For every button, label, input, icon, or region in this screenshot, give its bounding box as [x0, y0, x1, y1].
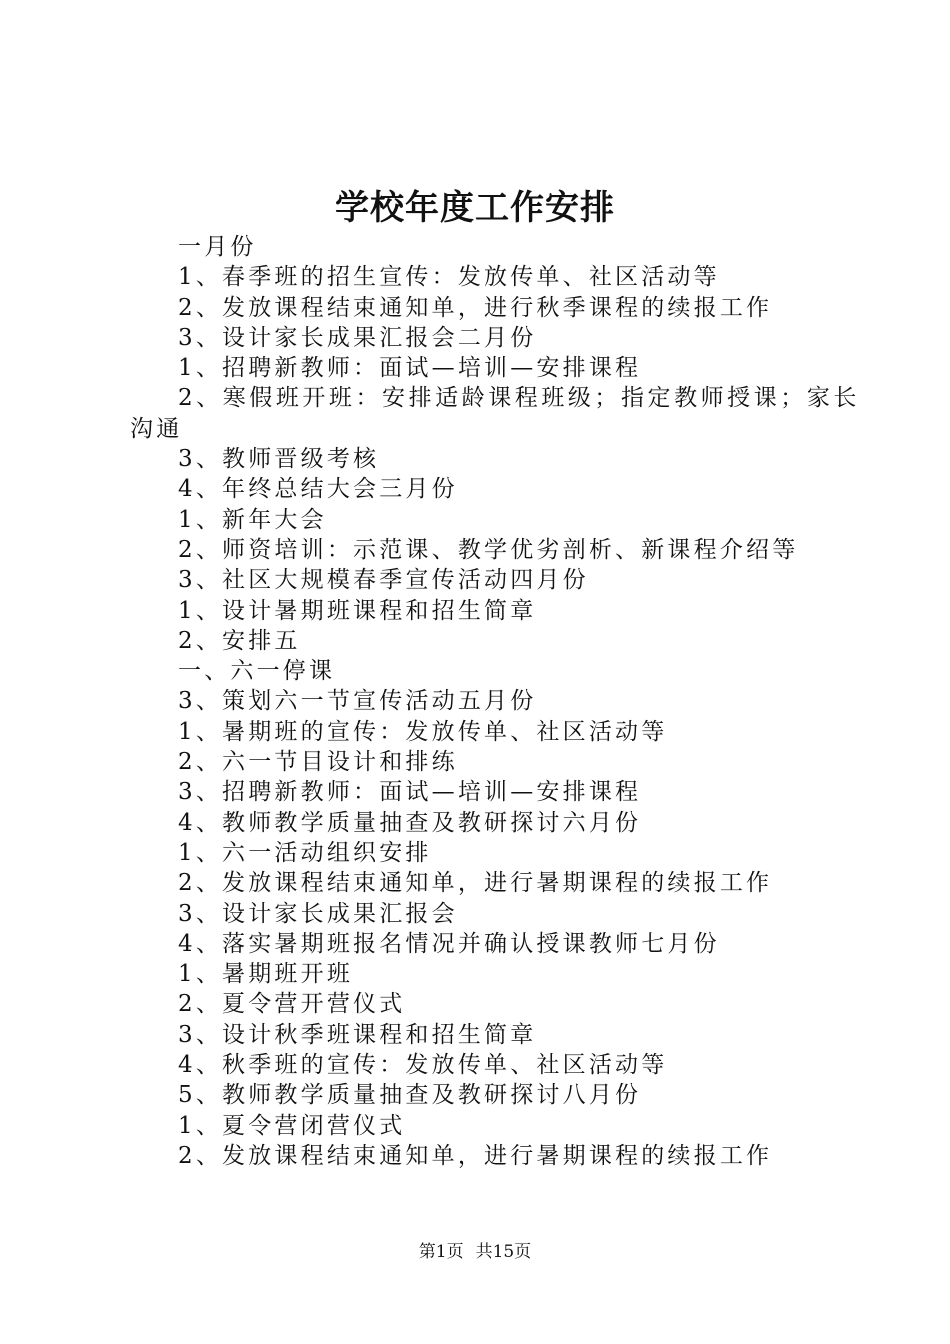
body-line: 4、年终总结大会三月份 [178, 476, 458, 503]
body-line: 3、招聘新教师：面试—培训—安排课程 [178, 779, 642, 806]
body-line: 3、设计家长成果汇报会二月份 [178, 324, 537, 351]
body-line: 2、六一节目设计和排练 [178, 749, 458, 776]
body-line: 2、发放课程结束通知单，进行秋季课程的续报工作 [178, 294, 773, 321]
body-line: 4、教师教学质量抽查及教研探讨六月份 [178, 809, 642, 836]
body-line: 4、落实暑期班报名情况并确认授课教师七月份 [178, 930, 720, 957]
body-line: 2、发放课程结束通知单，进行暑期课程的续报工作 [178, 1142, 773, 1169]
month-heading-january: 一月份 [178, 234, 257, 260]
body-line: 一、六一停课 [178, 658, 336, 685]
body-line: 1、暑期班的宣传：发放传单、社区活动等 [178, 718, 668, 745]
page-footer [0, 1240, 950, 1264]
body-line: 1、新年大会 [178, 506, 327, 533]
body-line: 1、招聘新教师：面试—培训—安排课程 [178, 355, 642, 382]
body-line: 1、暑期班开班 [178, 961, 354, 988]
body-line: 2、师资培训：示范课、教学优劣剖析、新课程介绍等 [178, 536, 799, 563]
body-line: 2、夏令营开营仪式 [178, 991, 406, 1018]
body-line: 1、六一活动组织安排 [178, 839, 432, 866]
body-line: 3、设计秋季班课程和招生简章 [178, 1021, 537, 1048]
document-body [130, 232, 860, 1171]
body-line: 3、社区大规模春季宣传活动四月份 [178, 567, 589, 594]
body-line: 5、教师教学质量抽查及教研探讨八月份 [178, 1082, 642, 1109]
body-line: 3、教师晋级考核 [178, 446, 380, 473]
body-line: 4、秋季班的宣传：发放传单、社区活动等 [178, 1052, 668, 1079]
document-title: 学校年度工作安排 [335, 188, 615, 228]
body-line: 3、设计家长成果汇报会 [178, 900, 458, 927]
body-line: 1、设计暑期班课程和招生简章 [178, 597, 537, 624]
body-line: 2、寒假班开班：安排适龄课程班级；指定教师授课；家长 [178, 385, 860, 412]
body-line: 2、发放课程结束通知单，进行暑期课程的续报工作 [178, 870, 773, 897]
page-total: 共15页 [475, 1242, 532, 1262]
body-line: 1、春季班的招生宣传：发放传单、社区活动等 [178, 264, 720, 291]
body-line: 2、安排五 [178, 627, 301, 654]
body-line: 3、策划六一节宣传活动五月份 [178, 688, 537, 715]
body-line-continuation: 沟通 [130, 415, 183, 442]
body-line: 1、夏令营闭营仪式 [178, 1112, 406, 1139]
page-number: 第1页 [418, 1242, 464, 1262]
